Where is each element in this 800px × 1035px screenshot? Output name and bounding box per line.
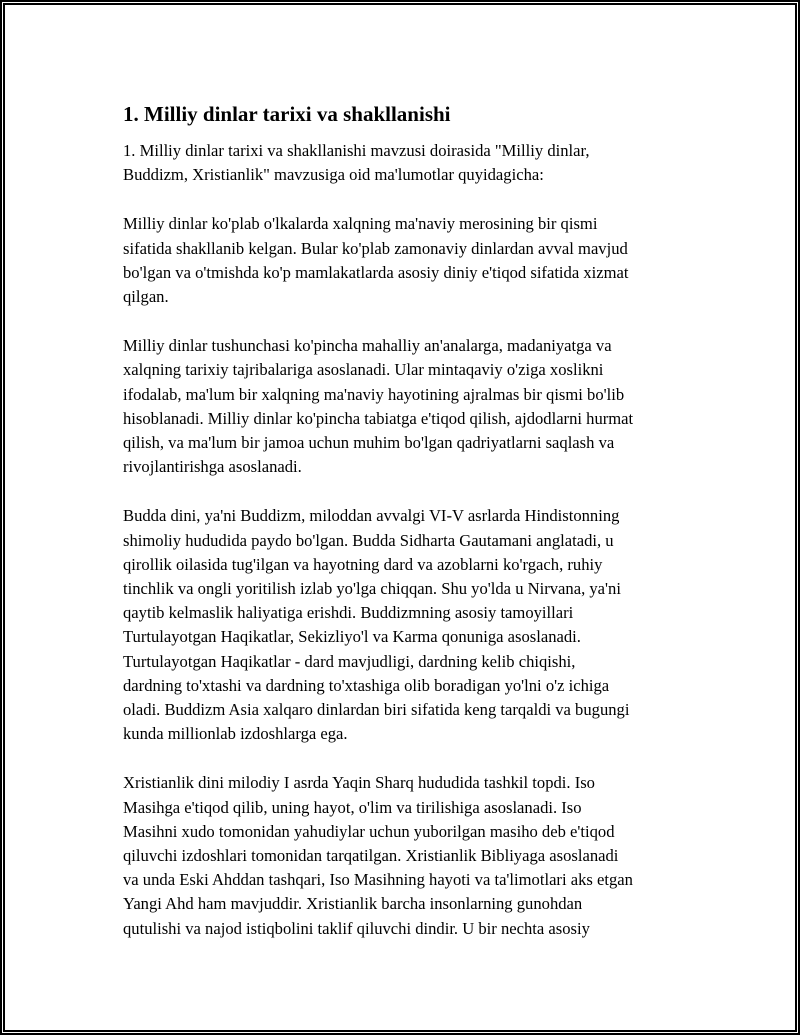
paragraph-line: Yangi Ahd ham mavjuddir. Xristianlik barcha insonlarning gunohdan [123, 894, 583, 914]
document-body [123, 101, 698, 966]
paragraph-line: qilgan. [123, 287, 169, 307]
paragraph-line: qirollik oilasida tug'ilgan va hayotning dard va azoblarni ko'rgach, ruhiy [123, 554, 603, 574]
paragraph-line: xalqning tarixiy tajribalariga asoslanadi. Ular mintaqaviy o'ziga xoslikni [123, 360, 604, 380]
paragraph-line: Turtulayotgan Haqikatlar - dard mavjudligi, dardning kelib chiqishi, [123, 651, 576, 671]
paragraph-line: 1. Milliy dinlar tarixi va shakllanishi mavzusi doirasida "Milliy dinlar, [123, 141, 590, 160]
paragraph-line: Milliy dinlar ko'plab o'lkalarda xalqning ma'naviy merosining bir qismi [123, 214, 598, 234]
paragraph-line: kunda millionlab izdoshlarga ega. [123, 724, 348, 744]
paragraph [123, 504, 698, 746]
paragraph-line: rivojlantirishga asoslanadi. [123, 457, 302, 477]
paragraph-line: va unda Eski Ahddan tashqari, Iso Masihning hayoti va ta'limotlari aks etgan [123, 870, 633, 890]
paragraph [123, 334, 698, 479]
paragraph [123, 139, 698, 187]
paragraph-line: tinchlik va ongli yoritilish izlab yo'lga chiqqan. Shu yo'lda u Nirvana, ya'ni [123, 579, 621, 599]
paragraph-line: qaytib kelmaslik haliyatiga erishdi. Buddizmning asosiy tamoyillari [123, 603, 574, 623]
paragraph-line: ifodalab, ma'lum bir xalqning ma'naviy hayotining ajralmas bir qismi bo'lib [123, 384, 625, 404]
document-title: 1. Milliy dinlar tarixi va shakllanishi [123, 102, 451, 126]
paragraph-line: Turtulayotgan Haqikatlar, Sekizliyo'l va Karma qonuniga asoslanadi. [123, 627, 581, 647]
paragraph-line: hisoblanadi. Milliy dinlar ko'pincha tabiatga e'tiqod qilish, ajdodlarni hurmat [123, 408, 634, 428]
paragraph-line: oladi. Buddizm Asia xalqaro dinlardan biri sifatida keng tarqaldi va bugungi [123, 700, 630, 720]
paragraph-line: Masihga e'tiqod qilib, uning hayot, o'lim va tirilishiga asoslanadi. Iso [123, 797, 582, 817]
paragraph-line: dardning to'xtashi va dardning to'xtashiga olib boradigan yo'lni o'z ichiga [123, 675, 610, 695]
paragraph-line: Buddizm, Xristianlik" mavzusiga oid ma'lumotlar quyidagicha: [123, 165, 544, 185]
paragraph-line: Budda dini, ya'ni Buddizm, miloddan avvalgi VI-V asrlarda Hindistonning [123, 506, 620, 526]
paragraph-list [123, 139, 698, 941]
paragraph-line: qilish, va ma'lum bir jamoa uchun muhim bo'lgan qadriyatlarni saqlash va [123, 433, 615, 453]
paragraph-line: sifatida shakllanib kelgan. Bular ko'plab zamonaviy dinlardan avval mavjud [123, 238, 628, 258]
paragraph-line: Xristianlik dini milodiy I asrda Yaqin Sharq hududida tashkil topdi. Iso [123, 773, 595, 793]
paragraph-line: bo'lgan va o'tmishda ko'p mamlakatlarda asosiy diniy e'tiqod sifatida xizmat [123, 262, 629, 282]
paragraph-line: qiluvchi izdoshlari tomonidan tarqatilgan. Xristianlik Bibliyaga asoslanadi [123, 846, 619, 866]
paragraph-line: shimoliy hududida paydo bo'lgan. Budda Sidharta Gautamani anglatadi, u [123, 530, 614, 550]
paragraph-line: Milliy dinlar tushunchasi ko'pincha mahalliy an'analarga, madaniyatga va [123, 336, 612, 356]
paragraph [123, 771, 698, 940]
paragraph-line: Masihni xudo tomonidan yahudiylar uchun yuborilgan masiho deb e'tiqod [123, 821, 615, 841]
paragraph [123, 212, 698, 309]
paragraph-line: qutulishi va najod istiqbolini taklif qiluvchi dindir. U bir nechta asosiy [123, 918, 590, 938]
